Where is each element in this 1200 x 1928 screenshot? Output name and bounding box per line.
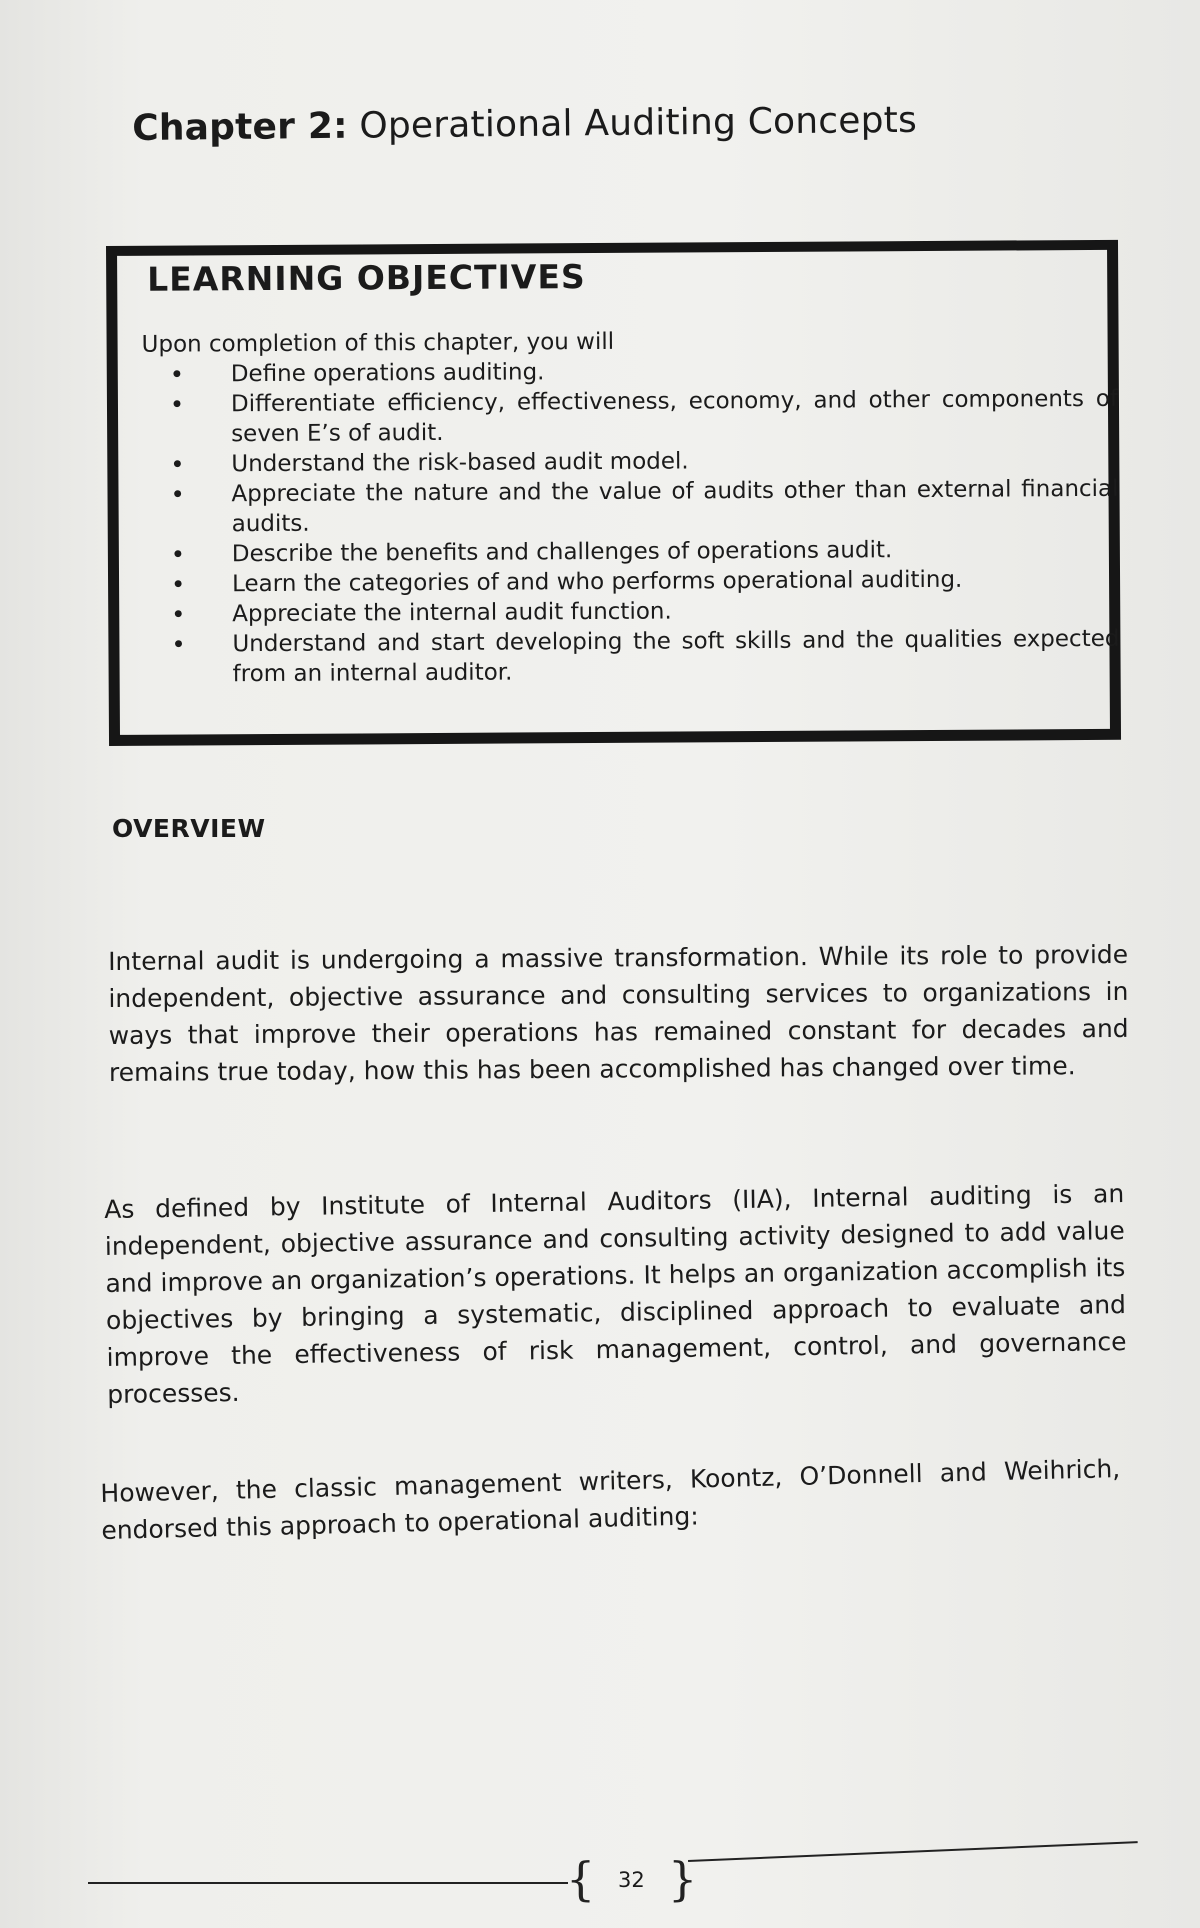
objective-item: • Appreciate the nature and the value of audits other than external financial audits. — [168, 474, 1118, 540]
learning-objectives-intro: Upon completion of this chapter, you will — [141, 328, 615, 358]
overview-paragraph: However, the classic management writers, Koontz, O’Donnell and Weihrich, endorsed this approach to operational auditing: — [100, 1454, 1121, 1545]
footer-bracket-right: } — [668, 1852, 698, 1906]
chapter-name: Operational Auditing Concepts — [359, 99, 918, 147]
overview-heading: OVERVIEW — [112, 814, 266, 843]
overview-paragraph: As defined by Institute of Internal Auditors (IIA), Internal auditing is an independent, objective assurance and consulting activity designed to add value and improve an organization’s operations. It helps an organization accomplish its objectives by bringing a systematic, disciplined approach to evaluate and improve the effectiveness of risk management, control, and governance processes. — [104, 1178, 1127, 1409]
footer-rule-right — [688, 1841, 1138, 1862]
objective-item: • Differentiate efficiency, effectiveness, economy, and other components of seven E’s of audit. — [168, 384, 1118, 450]
objective-item: • Define operations auditing. — [168, 354, 1118, 390]
page-footer — [88, 1852, 1138, 1912]
overview-paragraph: Internal audit is undergoing a massive transformation. While its role to provide independent, objective assurance and consulting services to organizations in ways that improve their operations has remained constant for decades and remains true today, how this has been accomplished has changed over time. — [108, 939, 1129, 1087]
footer-rule-left — [88, 1882, 568, 1884]
learning-objectives-list — [168, 354, 1120, 690]
objective-item: • Describe the benefits and challenges of operations audit. — [169, 534, 1119, 570]
footer-bracket-left: { — [566, 1852, 596, 1906]
chapter-label: Chapter 2: — [132, 105, 348, 149]
objective-item: • Appreciate the internal audit function. — [169, 594, 1119, 630]
objective-item: • Learn the categories of and who performs operational auditing. — [169, 564, 1119, 600]
chapter-title — [132, 100, 917, 149]
objective-item: • Understand the risk-based audit model. — [168, 444, 1118, 480]
page-number: 32 — [618, 1868, 645, 1892]
learning-objectives-heading: LEARNING OBJECTIVES — [147, 257, 586, 299]
objective-item: • Understand and start developing the soft skills and the qualities expected from an internal auditor. — [169, 624, 1119, 690]
learning-objectives-box — [106, 240, 1121, 746]
